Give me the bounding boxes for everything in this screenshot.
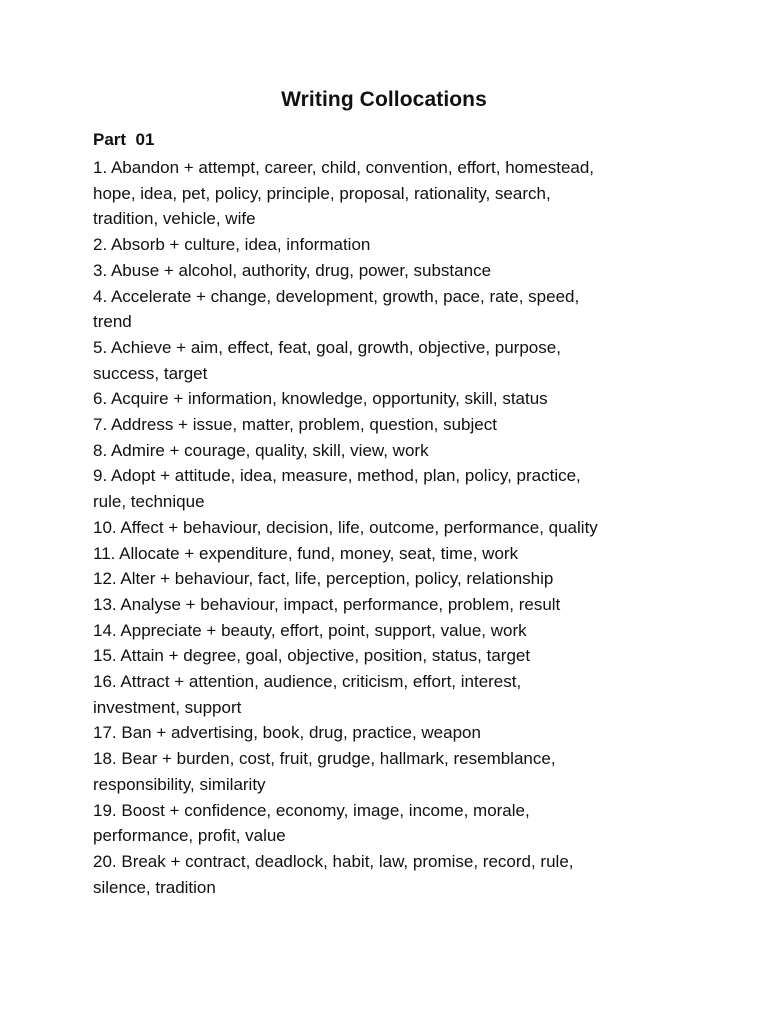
collocation-line: hope, idea, pet, policy, principle, proposal, rationality, search, [93, 183, 551, 203]
collocation-line: 1. Abandon + attempt, career, child, convention, effort, homestead, [93, 158, 595, 177]
collocation-line: tradition, vehicle, wife [93, 209, 256, 229]
collocation-line: investment, support [93, 697, 242, 717]
collocation-line: 18. Bear + burden, cost, fruit, grudge, hallmark, resemblance, [93, 749, 556, 769]
collocation-line: 19. Boost + confidence, economy, image, income, morale, [93, 800, 530, 820]
collocation-line: 3. Abuse + alcohol, authority, drug, power, substance [93, 260, 492, 280]
collocation-line: 5. Achieve + aim, effect, feat, goal, growth, objective, purpose, [93, 337, 561, 357]
collocation-line: 13. Analyse + behaviour, impact, performance, problem, result [93, 594, 561, 614]
collocation-line: 15. Attain + degree, goal, objective, position, status, target [93, 646, 531, 666]
collocation-line: 7. Address + issue, matter, problem, question, subject [93, 415, 497, 435]
collocation-line: 10. Affect + behaviour, decision, life, outcome, performance, quality [93, 517, 598, 537]
collocation-line: 2. Absorb + culture, idea, information [93, 235, 371, 255]
collocation-line: 9. Adopt + attitude, idea, measure, method, plan, policy, practice, [93, 466, 581, 486]
collocation-line: rule, technique [93, 492, 205, 512]
collocation-line: 8. Admire + courage, quality, skill, view, work [93, 440, 429, 460]
collocation-line: success, target [93, 363, 208, 383]
collocation-line: 16. Attract + attention, audience, criticism, effort, interest, [93, 672, 522, 692]
collocation-line: 14. Appreciate + beauty, effort, point, support, value, work [93, 620, 527, 640]
collocation-line: responsibility, similarity [93, 774, 266, 794]
collocation-line: 4. Accelerate + change, development, growth, pace, rate, speed, [93, 286, 580, 306]
document-title: Writing Collocations [281, 88, 487, 111]
collocation-line: 20. Break + contract, deadlock, habit, law, promise, record, rule, [93, 851, 574, 871]
collocation-line: 17. Ban + advertising, book, drug, practice, weapon [93, 723, 481, 743]
collocation-line: silence, tradition [93, 877, 216, 897]
collocation-list [93, 155, 683, 900]
collocation-line: trend [93, 312, 132, 332]
collocation-line: 12. Alter + behaviour, fact, life, perception, policy, relationship [93, 569, 554, 589]
collocation-line: 11. Allocate + expenditure, fund, money, seat, time, work [93, 543, 519, 563]
collocation-line: performance, profit, value [93, 826, 286, 846]
part-label: Part 01 [93, 130, 155, 149]
collocation-line: 6. Acquire + information, knowledge, opportunity, skill, status [93, 389, 548, 409]
